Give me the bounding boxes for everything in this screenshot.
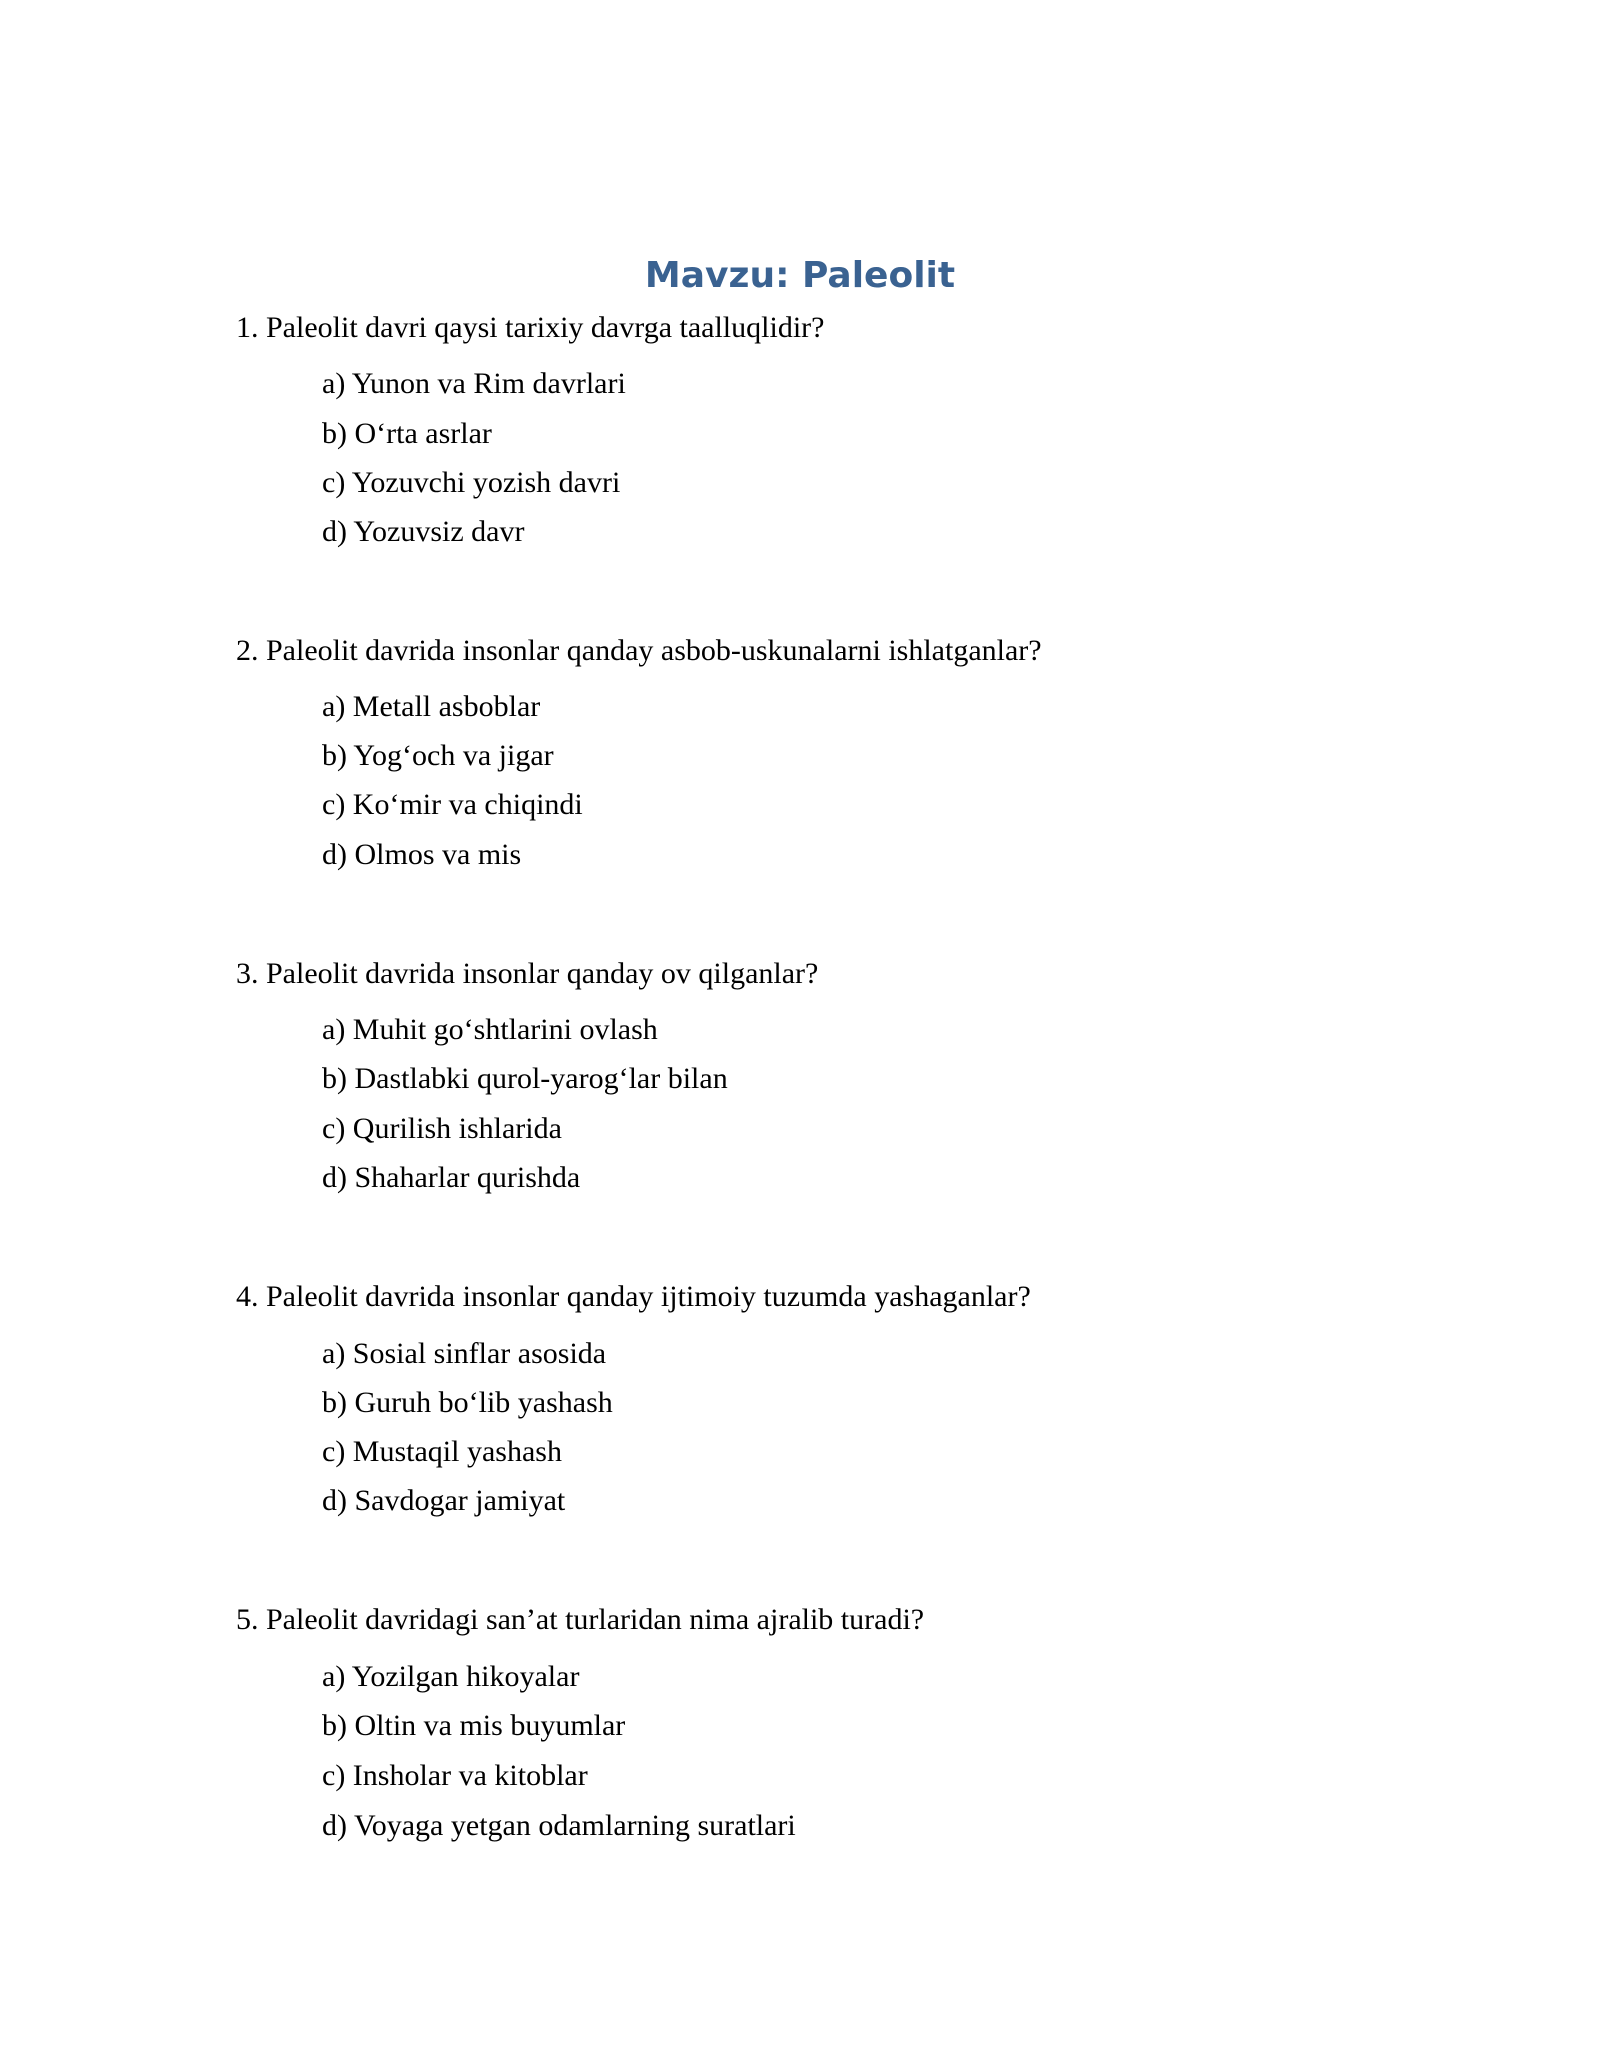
option-item: b) Guruh bo‘lib yashash — [322, 1386, 613, 1419]
question-text: 1. Paleolit davri qaysi tarixiy davrga taalluqlidir? — [236, 311, 825, 344]
option-item: a) Muhit go‘shtlarini ovlash — [322, 1013, 658, 1046]
question-text: 3. Paleolit davrida insonlar qanday ov qilganlar? — [236, 957, 819, 990]
option-item: c) Mustaqil yashash — [322, 1435, 562, 1468]
option-item: d) Savdogar jamiyat — [322, 1484, 566, 1517]
page-title: Mavzu: Paleolit — [644, 255, 956, 296]
question-text: 2. Paleolit davrida insonlar qanday asbob-uskunalarni ishlatganlar? — [236, 634, 1042, 667]
question-block — [236, 633, 1436, 871]
question-text: 5. Paleolit davridagi san’at turlaridan nima ajralib turadi? — [236, 1603, 925, 1636]
option-item: c) Ko‘mir va chiqindi — [322, 788, 583, 821]
option-item: a) Metall asboblar — [322, 690, 541, 723]
option-item: c) Qurilish ishlarida — [322, 1112, 562, 1145]
option-item: d) Shaharlar qurishda — [322, 1161, 581, 1194]
option-item: a) Yozilgan hikoyalar — [322, 1660, 580, 1693]
option-item: d) Voyaga yetgan odamlarning suratlari — [322, 1809, 796, 1842]
option-item: c) Yozuvchi yozish davri — [322, 466, 621, 499]
question-block — [236, 1279, 1436, 1517]
option-item: c) Insholar va kitoblar — [322, 1759, 588, 1792]
question-block — [236, 1602, 1436, 1842]
option-item: b) Yog‘och va jigar — [322, 739, 554, 772]
option-item: b) Dastlabki qurol-yarog‘lar bilan — [322, 1062, 728, 1095]
option-item: b) Oltin va mis buyumlar — [322, 1709, 626, 1742]
question-block — [236, 956, 1436, 1194]
option-item: b) O‘rta asrlar — [322, 417, 492, 450]
question-text: 4. Paleolit davrida insonlar qanday ijtimoiy tuzumda yashaganlar? — [236, 1280, 1031, 1313]
option-item: a) Sosial sinflar asosida — [322, 1337, 607, 1370]
option-item: d) Olmos va mis — [322, 838, 522, 871]
option-item: a) Yunon va Rim davrlari — [322, 367, 626, 400]
question-block — [236, 310, 1436, 548]
option-item: d) Yozuvsiz davr — [322, 515, 525, 548]
